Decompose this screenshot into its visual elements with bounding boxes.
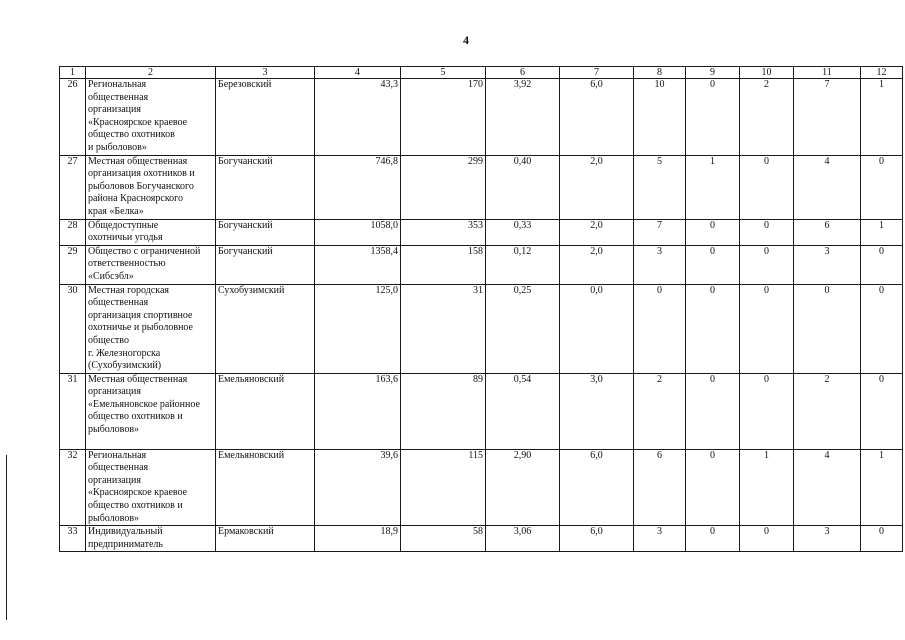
- value-cell-5: 158: [401, 245, 486, 284]
- table-row: [60, 449, 903, 526]
- value-cell-5: 170: [401, 79, 486, 156]
- organization-name-line: общественная: [88, 462, 149, 474]
- value-cell-9: 0: [686, 526, 740, 552]
- value-cell-7: 2,0: [560, 245, 634, 284]
- value-cell-12: 0: [861, 245, 903, 284]
- table-row: [60, 526, 903, 552]
- hunting-grounds-table: [59, 66, 903, 552]
- page-number: 4: [463, 33, 469, 47]
- organization-name-line: Региональная: [88, 449, 147, 461]
- organization-name-line: общество охотников: [88, 129, 175, 141]
- organization-name-line: Индивидуальный: [88, 526, 163, 538]
- district-cell: Емельяновский: [216, 373, 315, 449]
- organization-name-cell: [86, 284, 216, 373]
- organization-name-line: охотничье и рыболовное: [88, 322, 193, 334]
- value-cell-10: 0: [740, 284, 794, 373]
- value-cell-10: 0: [740, 373, 794, 449]
- table-row: [60, 79, 903, 156]
- organization-name-cell: [86, 373, 216, 449]
- organization-name-cell: [86, 219, 216, 245]
- value-cell-7: 6,0: [560, 79, 634, 156]
- area-cell: 1058,0: [315, 219, 401, 245]
- organization-name-line: «Сибсэбл»: [88, 270, 134, 282]
- value-cell-12: 1: [861, 219, 903, 245]
- organization-name-line: Региональная: [88, 79, 147, 90]
- organization-name-line: охотничьи угодья: [88, 232, 163, 244]
- area-cell: 39,6: [315, 449, 401, 526]
- value-cell-12: 0: [861, 284, 903, 373]
- row-number-cell: 32: [60, 449, 86, 526]
- organization-name-line: рыболовов»: [88, 512, 140, 524]
- column-header: 6: [486, 67, 560, 79]
- value-cell-6: 0,12: [486, 245, 560, 284]
- value-cell-5: 115: [401, 449, 486, 526]
- organization-name-line: организация: [88, 104, 141, 116]
- value-cell-10: 2: [740, 79, 794, 156]
- row-number-cell: 28: [60, 219, 86, 245]
- value-cell-7: 6,0: [560, 526, 634, 552]
- value-cell-9: 0: [686, 284, 740, 373]
- scan-margin-line: [6, 455, 7, 620]
- table-row: [60, 245, 903, 284]
- table-row: [60, 155, 903, 219]
- organization-name-cell: [86, 526, 216, 552]
- organization-name-line: общественная: [88, 297, 149, 309]
- value-cell-9: 0: [686, 245, 740, 284]
- column-header: 10: [740, 67, 794, 79]
- column-header: 4: [315, 67, 401, 79]
- value-cell-9: 1: [686, 155, 740, 219]
- organization-name-line: «Красноярское краевое: [88, 487, 188, 499]
- value-cell-6: 0,40: [486, 155, 560, 219]
- organization-name-line: общественная: [88, 91, 149, 103]
- value-cell-6: 3,06: [486, 526, 560, 552]
- organization-name-line: края «Белка»: [88, 205, 144, 217]
- column-header: 5: [401, 67, 486, 79]
- value-cell-9: 0: [686, 79, 740, 156]
- value-cell-6: 0,33: [486, 219, 560, 245]
- value-cell-9: 0: [686, 219, 740, 245]
- value-cell-11: 6: [794, 219, 861, 245]
- value-cell-7: 0,0: [560, 284, 634, 373]
- value-cell-11: 4: [794, 449, 861, 526]
- organization-name-cell: [86, 245, 216, 284]
- value-cell-5: 299: [401, 155, 486, 219]
- row-number-cell: 27: [60, 155, 86, 219]
- value-cell-10: 0: [740, 245, 794, 284]
- organization-name-line: Общество с ограниченной: [88, 245, 201, 257]
- district-cell: Богучанский: [216, 245, 315, 284]
- value-cell-6: 0,54: [486, 373, 560, 449]
- value-cell-5: 353: [401, 219, 486, 245]
- value-cell-12: 0: [861, 373, 903, 449]
- value-cell-8: 2: [634, 373, 686, 449]
- organization-name-line: «Емельяновское районное: [88, 398, 200, 410]
- district-cell: Березовский: [216, 79, 315, 156]
- value-cell-5: 89: [401, 373, 486, 449]
- area-cell: 125,0: [315, 284, 401, 373]
- value-cell-8: 7: [634, 219, 686, 245]
- value-cell-7: 2,0: [560, 155, 634, 219]
- value-cell-11: 3: [794, 245, 861, 284]
- column-header: 7: [560, 67, 634, 79]
- area-cell: 746,8: [315, 155, 401, 219]
- table-row: [60, 373, 903, 449]
- value-cell-8: 3: [634, 526, 686, 552]
- value-cell-10: 0: [740, 219, 794, 245]
- value-cell-5: 31: [401, 284, 486, 373]
- area-cell: 43,3: [315, 79, 401, 156]
- district-cell: Богучанский: [216, 155, 315, 219]
- value-cell-10: 0: [740, 155, 794, 219]
- organization-name-line: Местная общественная: [88, 155, 188, 167]
- organization-name-line: организация охотников и: [88, 168, 195, 180]
- value-cell-11: 4: [794, 155, 861, 219]
- value-cell-7: 3,0: [560, 373, 634, 449]
- value-cell-9: 0: [686, 373, 740, 449]
- district-cell: Сухобузимский: [216, 284, 315, 373]
- organization-name-line: рыболовов Богучанского: [88, 180, 194, 192]
- area-cell: 163,6: [315, 373, 401, 449]
- organization-name-line: предприниматель: [88, 538, 163, 550]
- value-cell-7: 6,0: [560, 449, 634, 526]
- value-cell-5: 58: [401, 526, 486, 552]
- column-number-row: [60, 67, 903, 79]
- district-cell: Богучанский: [216, 219, 315, 245]
- table-row: [60, 219, 903, 245]
- value-cell-12: 0: [861, 526, 903, 552]
- value-cell-8: 5: [634, 155, 686, 219]
- organization-name-line: ответственностью: [88, 258, 166, 270]
- value-cell-6: 3,92: [486, 79, 560, 156]
- organization-name-line: Местная городская: [88, 284, 169, 296]
- value-cell-7: 2,0: [560, 219, 634, 245]
- value-cell-6: 0,25: [486, 284, 560, 373]
- organization-name-line: общество охотников и: [88, 500, 183, 512]
- value-cell-11: 3: [794, 526, 861, 552]
- organization-name-line: общество: [88, 334, 129, 346]
- value-cell-10: 0: [740, 526, 794, 552]
- value-cell-11: 2: [794, 373, 861, 449]
- row-number-cell: 33: [60, 526, 86, 552]
- value-cell-9: 0: [686, 449, 740, 526]
- organization-name-cell: [86, 449, 216, 526]
- column-header: 11: [794, 67, 861, 79]
- organization-name-line: г. Железногорска: [88, 347, 161, 359]
- column-header: 2: [86, 67, 216, 79]
- value-cell-6: 2,90: [486, 449, 560, 526]
- value-cell-12: 1: [861, 79, 903, 156]
- organization-name-line: района Красноярского: [88, 193, 184, 205]
- value-cell-8: 10: [634, 79, 686, 156]
- column-header: 1: [60, 67, 86, 79]
- value-cell-12: 1: [861, 449, 903, 526]
- area-cell: 1358,4: [315, 245, 401, 284]
- organization-name-line: организация: [88, 474, 141, 486]
- column-header: 9: [686, 67, 740, 79]
- organization-name-line: общество охотников и: [88, 411, 183, 423]
- district-cell: Емельяновский: [216, 449, 315, 526]
- organization-name-line: (Сухобузимский): [88, 360, 162, 372]
- column-header: 8: [634, 67, 686, 79]
- organization-name-line: рыболовов»: [88, 424, 140, 436]
- value-cell-8: 3: [634, 245, 686, 284]
- organization-name-line: Общедоступные: [88, 219, 159, 231]
- row-number-cell: 30: [60, 284, 86, 373]
- organization-name-line: и рыболовов»: [88, 141, 147, 153]
- district-cell: Ермаковский: [216, 526, 315, 552]
- value-cell-10: 1: [740, 449, 794, 526]
- organization-name-cell: [86, 155, 216, 219]
- organization-name-line: организация: [88, 386, 141, 398]
- value-cell-12: 0: [861, 155, 903, 219]
- organization-name-line: «Красноярское краевое: [88, 116, 188, 128]
- value-cell-11: 0: [794, 284, 861, 373]
- row-number-cell: 31: [60, 373, 86, 449]
- row-number-cell: 29: [60, 245, 86, 284]
- row-number-cell: 26: [60, 79, 86, 156]
- organization-name-line: организация спортивное: [88, 309, 193, 321]
- organization-name-line: Местная общественная: [88, 373, 188, 385]
- value-cell-8: 6: [634, 449, 686, 526]
- column-header: 12: [861, 67, 903, 79]
- column-header: 3: [216, 67, 315, 79]
- value-cell-11: 7: [794, 79, 861, 156]
- organization-name-cell: [86, 79, 216, 156]
- table-row: [60, 284, 903, 373]
- value-cell-8: 0: [634, 284, 686, 373]
- area-cell: 18,9: [315, 526, 401, 552]
